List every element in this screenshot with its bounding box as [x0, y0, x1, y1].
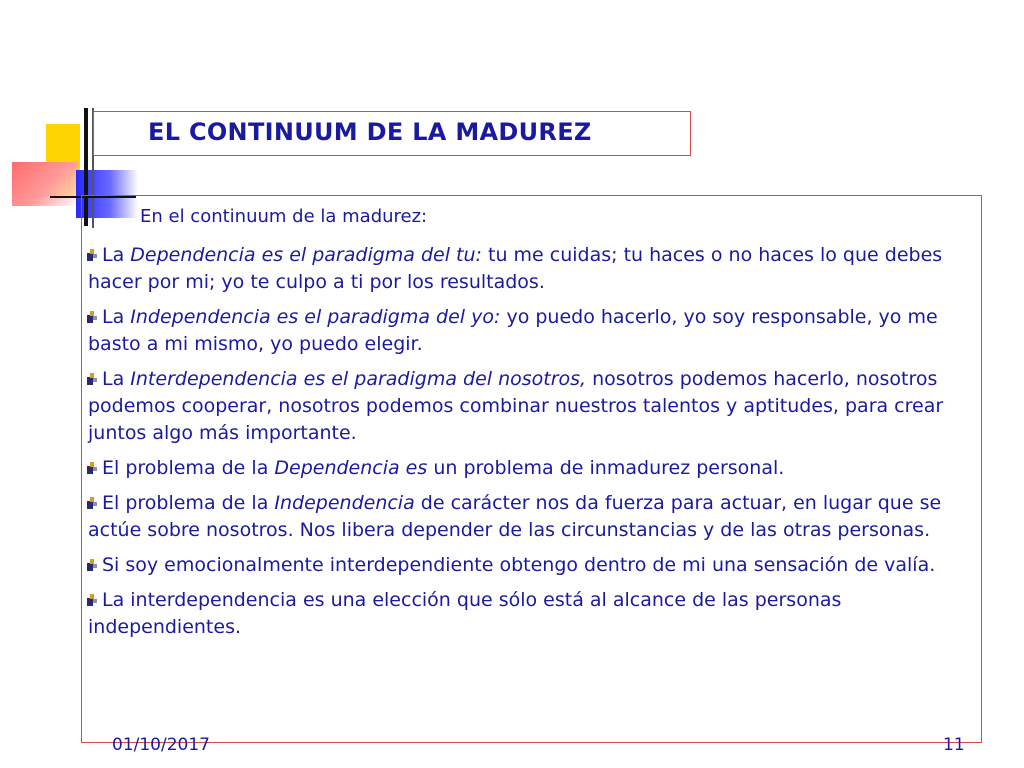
decor-red-square	[12, 162, 78, 206]
intro-text: En el continuum de la madurez:	[140, 206, 428, 227]
list-item: La Dependencia es el paradigma del tu: tu me cuidas; tu haces o no haces lo que debes hacer por mi; yo te culpo a ti por los resultados.	[88, 244, 943, 293]
footer-date: 01/10/2017	[112, 735, 210, 755]
list-item: La Interdependencia es el paradigma del nosotros, nosotros podemos hacerlo, nosotros podemos cooperar, nosotros podemos combinar nuestros talentos y aptitudes, para crear juntos algo más importante.	[88, 368, 944, 444]
bullet-icon	[86, 310, 98, 324]
bullet-icon	[86, 248, 98, 262]
slide-title: EL CONTINUUM DE LA MADUREZ	[148, 118, 592, 146]
bullet-icon	[86, 461, 98, 475]
list-item: Si soy emocionalmente interdependiente obtengo dentro de mi una sensación de valía.	[88, 552, 978, 579]
list-item: El problema de la Independencia de carácter nos da fuerza para actuar, en lugar que se actúe sobre nosotros. Nos libera depender de las circunstancias y de las otras personas.	[88, 492, 942, 541]
bullet-icon	[86, 372, 98, 386]
list-item: La interdependencia es una elección que sólo está al alcance de las personas independientes.	[88, 589, 842, 638]
bullet-icon	[86, 593, 98, 607]
bullet-list	[88, 242, 978, 649]
list-item: El problema de la Dependencia es un problema de inmadurez personal.	[88, 455, 978, 482]
bullet-icon	[86, 496, 98, 510]
bullet-icon	[86, 558, 98, 572]
list-item: La Independencia es el paradigma del yo: yo puedo hacerlo, yo soy responsable, yo me basto a mi mismo, yo puedo elegir.	[88, 306, 938, 355]
page-number: 11	[943, 735, 965, 755]
